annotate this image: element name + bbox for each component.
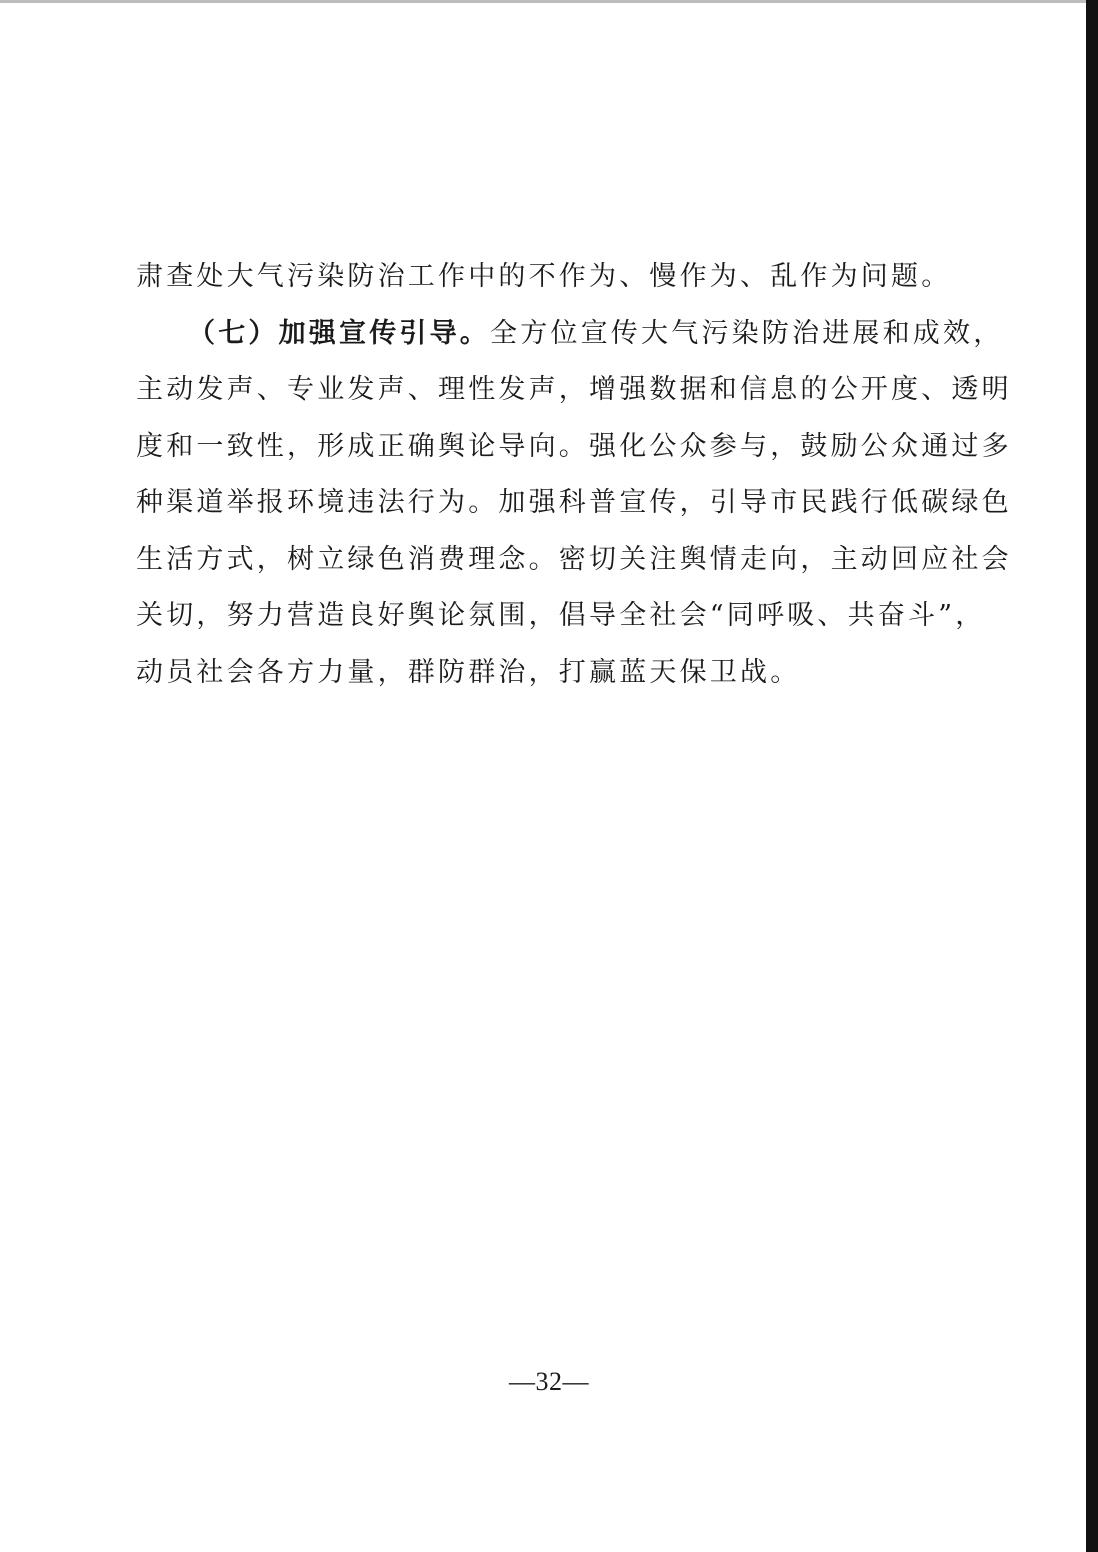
body-text-line-6: 生活方式，树立绿色消费理念。密切关注舆情走向，主动回应社会 — [136, 544, 1012, 575]
scan-right-edge — [1086, 0, 1098, 1552]
body-text-line-3: 主动发声、专业发声、理性发声，增强数据和信息的公开度、透明 — [136, 374, 1012, 405]
page-number: —32— — [509, 1367, 589, 1396]
body-text-line-4: 度和一致性，形成正确舆论导向。强化公众参与，鼓励公众通过多 — [136, 431, 1012, 462]
section-heading: （七）加强宣传引导。 — [188, 318, 490, 349]
section-heading-line — [188, 314, 1004, 354]
body-text-line-1: 肃查处大气污染防治工作中的不作为、慢作为、乱作为问题。 — [136, 261, 952, 292]
body-text-line-5: 种渠道举报环境违法行为。加强科普宣传，引导市民践行低碳绿色 — [136, 487, 1012, 518]
section-heading-text: 全方位宣传大气污染防治进展和成效， — [490, 318, 1004, 349]
body-text-line-7: 关切，努力营造良好舆论氛围，倡导全社会“同呼吸、共奋斗”， — [136, 600, 986, 631]
body-text-line-8: 动员社会各方力量，群防群治，打赢蓝天保卫战。 — [136, 657, 801, 688]
scan-top-border — [0, 0, 1086, 3]
